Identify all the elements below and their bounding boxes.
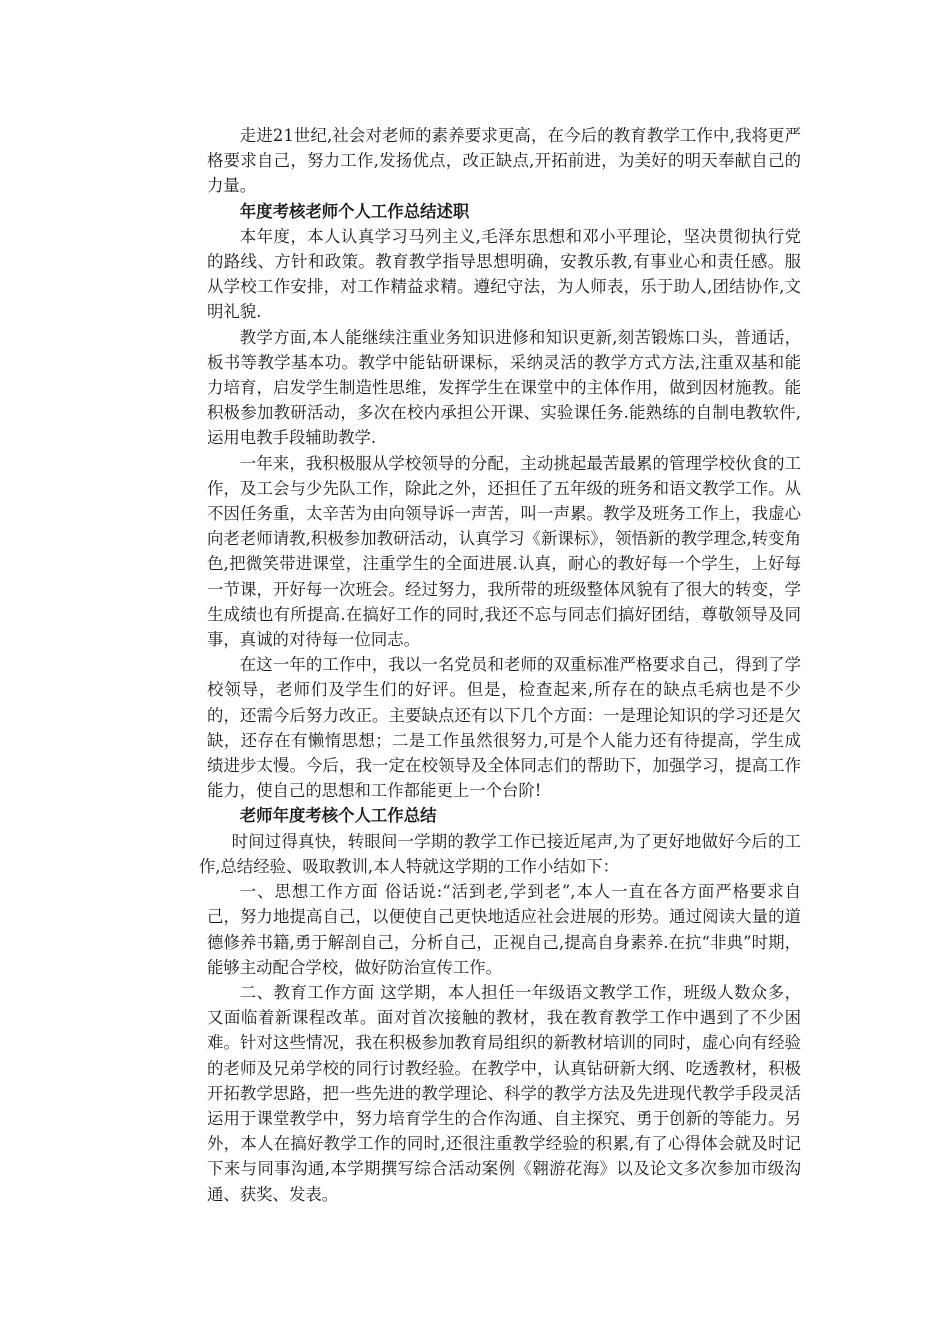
paragraph-education-work: 二、教育工作方面 这学期，本人担任一年级语文教学工作，班级人数众多，又面临着新课程改革。面对首次接触的教材，我在教育教学工作中遇到了不少困难。针对这些情况，我在积极参加教育局组织的新教材培训的同时，虚心向有经验的老师及兄弟学校的同行讨教经验。在教学中，认真钻研新大纲、吃透教材，积极开拓教学思路，把一些先进的教学理论、科学的教学方法及先进现代教学手段灵活运用于课堂教学中，努力培育学生的合作沟通、自主探究、勇于创新的等能力。另外，本人在搞好教学工作的同时,还很注重教学经验的积累,有了心得体会就及时记下来与同事沟通,本学期撰写综合活动案例《翱游花海》以及论文多次参加市级沟通、获奖、发表。 bbox=[207, 982, 801, 1204]
paragraph-teaching: 教学方面,本人能继续注重业务知识进修和知识更新,刻苦锻炼口头，普通话，板书等教学基本功。教学中能钻研课标，采纳灵活的教学方式方法,注重双基和能力培育，启发学生制造性思维，发挥学生在课堂中的主体作用，做到因材施教。能积极参加教研活动，多次在校内承担公开课、实验课任务.能熟练的自制电教软件,运用电教手段辅助教学. bbox=[207, 327, 801, 448]
paragraph-semester-intro: 时间过得真快，转眼间一学期的教学工作已接近尾声,为了更好地做好今后的工作,总结经验、吸取教训,本人特就这学期的工作小结如下： bbox=[198, 831, 801, 876]
paragraph-year-work: 一年来，我积极服从学校领导的分配，主动挑起最苦最累的管理学校伙食的工作，及工会与少先队工作，除此之外，还担任了五年级的班务和语文教学工作。从不因任务重，太辛苦为由向领导诉一声苦，叫一声累。教学及班务工作上，我虚心向老老师请教,积极参加教研活动，认真学习《新课标》，领悟新的教学理念,转变角色,把微笑带进课堂，注重学生的全面进展.认真，耐心的教好每一个学生，上好每一节课，开好每一次班会。经过努力，我所带的班级整体风貌有了很大的转变，学生成绩也有所提高.在搞好工作的同时,我还不忘与同志们搞好团结，尊敬领导及同事，真诚的对待每一位同志。 bbox=[207, 453, 801, 650]
paragraph-thought-work: 一、思想工作方面 俗话说:“活到老,学到老”,本人一直在各方面严格要求自己，努力地提高自己，以便使自己更快地适应社会进展的形势。通过阅读大量的道德修养书籍,勇于解剖自己，分析自己，正视自己,提高自身素养.在抗“非典”时期，能够主动配合学校，做好防治宣传工作。 bbox=[207, 882, 801, 977]
section-heading-2: 老师年度考核个人工作总结 bbox=[239, 806, 437, 826]
paragraph-intro: 走进21世纪,社会对老师的素养要求更高，在今后的教育教学工作中,我将更严格要求自己，努力工作,发扬优点，改正缺点,开拓前进，为美好的明天奉献自己的力量。 bbox=[207, 126, 801, 196]
paragraph-shortcomings: 在这一年的工作中，我以一名党员和老师的双重标准严格要求自己，得到了学校领导，老师们及学生们的好评。但是，检查起来,所存在的缺点毛病也是不少的，还需今后努力改正。主要缺点还有以下几个方面：一是理论知识的学习还是欠缺，还存在有懒惰思想；二是工作虽然很努力,可是个人能力还有待提高，学生成绩进步太慢。今后，我一定在校领导及全体同志们的帮助下，加强学习，提高工作能力，使自己的思想和工作都能更上一个台阶! bbox=[207, 655, 801, 801]
document-body bbox=[198, 123, 801, 1207]
section-heading-1: 年度考核老师个人工作总结述职 bbox=[239, 201, 470, 221]
paragraph-overview: 本年度，本人认真学习马列主义,毛泽东思想和邓小平理论，坚决贯彻执行党的路线、方针和政策。教育教学指导思想明确，安教乐教,有事业心和责任感。服从学校工作安排，对工作精益求精。遵纪守法，为人师表，乐于助人,团结协作,文明礼貌. bbox=[207, 226, 801, 322]
